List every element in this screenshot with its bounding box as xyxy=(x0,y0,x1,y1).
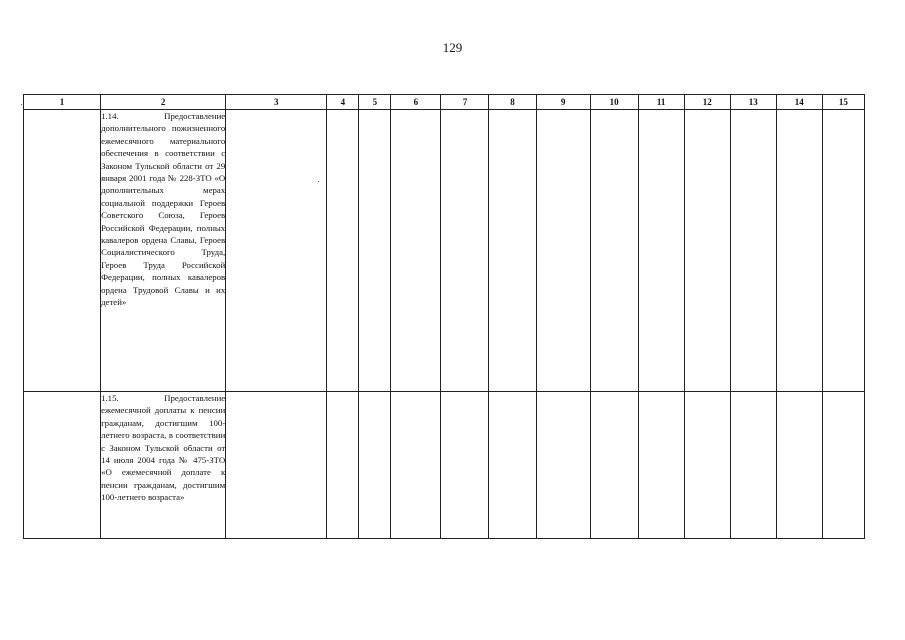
table-cell xyxy=(489,392,536,539)
table-cell xyxy=(590,110,638,392)
table-cell xyxy=(391,110,441,392)
table-cell xyxy=(327,110,359,392)
table-cell xyxy=(226,110,327,392)
page-number: 129 xyxy=(442,40,463,55)
table-cell xyxy=(730,110,776,392)
column-header-7: 7 xyxy=(441,95,489,110)
table-row xyxy=(24,392,865,539)
column-header-2: 2 xyxy=(101,95,226,110)
column-header-3: 3 xyxy=(226,95,327,110)
column-header-1: 1 xyxy=(24,95,101,110)
scan-speck xyxy=(21,104,22,105)
table-cell xyxy=(822,110,864,392)
table-cell xyxy=(441,392,489,539)
table-cell xyxy=(226,392,327,539)
table-row xyxy=(24,110,865,392)
table-cell xyxy=(638,110,684,392)
table-cell xyxy=(24,392,101,539)
column-header-5: 5 xyxy=(359,95,391,110)
column-header-13: 13 xyxy=(730,95,776,110)
table-cell xyxy=(730,392,776,539)
table-cell xyxy=(391,392,441,539)
table-cell xyxy=(776,110,822,392)
column-header-4: 4 xyxy=(327,95,359,110)
table-cell xyxy=(536,110,590,392)
table-cell xyxy=(24,110,101,392)
table-cell xyxy=(359,110,391,392)
column-header-8: 8 xyxy=(489,95,536,110)
table-cell xyxy=(684,392,730,539)
table-cell xyxy=(776,392,822,539)
table-cell xyxy=(684,110,730,392)
row-description: 1.15. Предоставление ежемесячной доплаты к пенсии гражданам, достигшим 100-летнего возраста, в соответствии с Законом Тульской области от 14 июля 2004 года № 475-ЗТО «О ежемесячной доплате к пенсии гражданам, достигшим 100-летнего возраста» xyxy=(101,392,226,539)
table-cell xyxy=(359,392,391,539)
table-cell xyxy=(638,392,684,539)
table-cell xyxy=(441,110,489,392)
column-header-9: 9 xyxy=(536,95,590,110)
scan-speck xyxy=(318,181,319,182)
table-cell xyxy=(327,392,359,539)
table-cell xyxy=(536,392,590,539)
column-header-11: 11 xyxy=(638,95,684,110)
table-cell xyxy=(590,392,638,539)
column-header-12: 12 xyxy=(684,95,730,110)
column-header-10: 10 xyxy=(590,95,638,110)
table-cell xyxy=(822,392,864,539)
row-description: 1.14. Предоставление дополнительного пожизненного ежемесячного материального обеспечения в соответствии с Законом Тульской области от 29 января 2001 года № 228-ЗТО «О дополнительных мерах социальной поддержки Героев Советского Союза, Героев Российской Федерации, полных кавалеров ордена Славы, Героев Социалистического Труда, Героев Труда Российской Федерации, полных кавалеров ордена Трудовой Славы и их детей» xyxy=(101,110,226,392)
column-header-6: 6 xyxy=(391,95,441,110)
table-cell xyxy=(489,110,536,392)
data-table xyxy=(23,94,865,539)
header-row xyxy=(24,95,865,110)
column-header-14: 14 xyxy=(776,95,822,110)
column-header-15: 15 xyxy=(822,95,864,110)
